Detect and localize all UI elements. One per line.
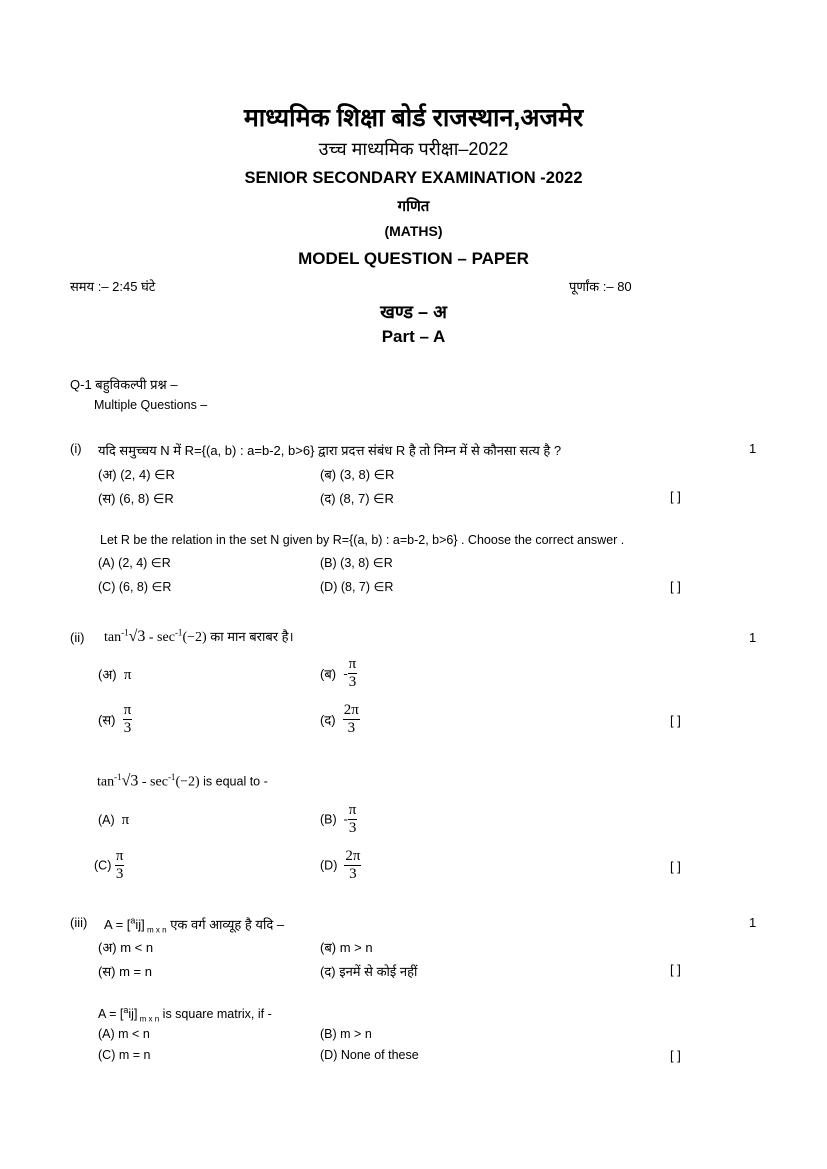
- option: (स) m = n: [98, 964, 152, 979]
- option: (ब) (3, 8) ∈R: [320, 467, 395, 482]
- option: (अ) m < n: [98, 940, 154, 955]
- time-allowed: समय :– 2:45 घंटे: [70, 279, 156, 294]
- question-number: (iii): [70, 915, 88, 930]
- option: (A) (2, 4) ∈R: [98, 556, 171, 570]
- option: (A) m < n: [98, 1027, 150, 1041]
- subject-hindi: गणित: [397, 198, 430, 215]
- option: (B) - $\frac{\pi}{3}$: [320, 802, 357, 836]
- answer-box[interactable]: [ ]: [670, 859, 681, 874]
- answer-box[interactable]: [ ]: [670, 713, 681, 728]
- option: (स) $\frac{\pi}{3}$: [98, 702, 132, 736]
- question-text-english: A = [$^a$ij] $_{m x n}$ is square matrix, if -: [98, 1005, 272, 1024]
- paper-type: MODEL QUESTION – PAPER: [298, 249, 529, 268]
- question-marks: 1: [749, 915, 757, 930]
- question-text-english: $\tan^{-1}√3 - \sec^{-1}(-2)$ is equal to -: [97, 772, 268, 790]
- question-number: (ii): [70, 630, 85, 645]
- option: (द) (8, 7) ∈R: [320, 491, 394, 506]
- max-marks: पूर्णांक :– 80: [569, 279, 632, 294]
- question-marks: 1: [749, 441, 757, 456]
- option: (अ) (2, 4) ∈R: [98, 467, 175, 482]
- section-label-english: Multiple Questions –: [94, 398, 208, 412]
- option: (B) m > n: [320, 1027, 372, 1041]
- question-text-hindi: A = [$^a$ij] $_{m x n}$ एक वर्ग आव्यूह है यदि –: [104, 915, 285, 935]
- option: (द) इनमें से कोई नहीं: [320, 964, 418, 979]
- option: (स) (6, 8) ∈R: [98, 491, 174, 506]
- option: (द) $\frac{2\pi}{3}$: [320, 702, 359, 736]
- part-title-english: Part – A: [381, 327, 446, 346]
- option: (ब) - $\frac{\pi}{3}$: [320, 656, 357, 690]
- option: (C) $\frac{\pi}{3}$: [94, 848, 124, 882]
- answer-box[interactable]: [ ]: [670, 1048, 681, 1063]
- subject-english: (MATHS): [384, 223, 443, 239]
- question-number: (i): [70, 441, 82, 456]
- question-text-english: Let R be the relation in the set N given by R={(a, b) : a=b-2, b>6} . Choose the correct answer .: [100, 533, 625, 547]
- option: (B) (3, 8) ∈R: [320, 556, 393, 570]
- question-text-hindi: $\tan^{-1}√3 - \sec^{-1}(-2)$ का मान बराबर है।: [104, 627, 294, 645]
- board-title: माध्यमिक शिक्षा बोर्ड राजस्थान,अजमेर: [243, 104, 584, 132]
- answer-box[interactable]: [ ]: [670, 489, 681, 504]
- question-text-hindi: यदि समुच्चय N में R={(a, b) : a=b-2, b>6} द्वारा प्रदत्त संबंध R है तो निम्न में से कौनसा सत्य है ?: [98, 443, 562, 458]
- answer-box[interactable]: [ ]: [670, 579, 681, 594]
- option: (C) m = n: [98, 1048, 151, 1062]
- option: (अ) π: [98, 667, 132, 683]
- option: (D) $\frac{2\pi}{3}$: [320, 848, 361, 882]
- section-label-hindi: Q-1 बहुविकल्पी प्रश्न –: [70, 377, 178, 392]
- question-marks: 1: [749, 630, 757, 645]
- option: (D) (8, 7) ∈R: [320, 580, 394, 594]
- option: (D) None of these: [320, 1048, 419, 1062]
- option: (C) (6, 8) ∈R: [98, 580, 172, 594]
- option: (A) π: [98, 812, 130, 828]
- answer-box[interactable]: [ ]: [670, 962, 681, 977]
- option: (ब) m > n: [320, 940, 373, 955]
- part-title-hindi: खण्ड – अ: [380, 302, 447, 322]
- exam-title-hindi: उच्च माध्यमिक परीक्षा–2022: [318, 139, 509, 159]
- exam-title-english: SENIOR SECONDARY EXAMINATION -2022: [244, 169, 583, 187]
